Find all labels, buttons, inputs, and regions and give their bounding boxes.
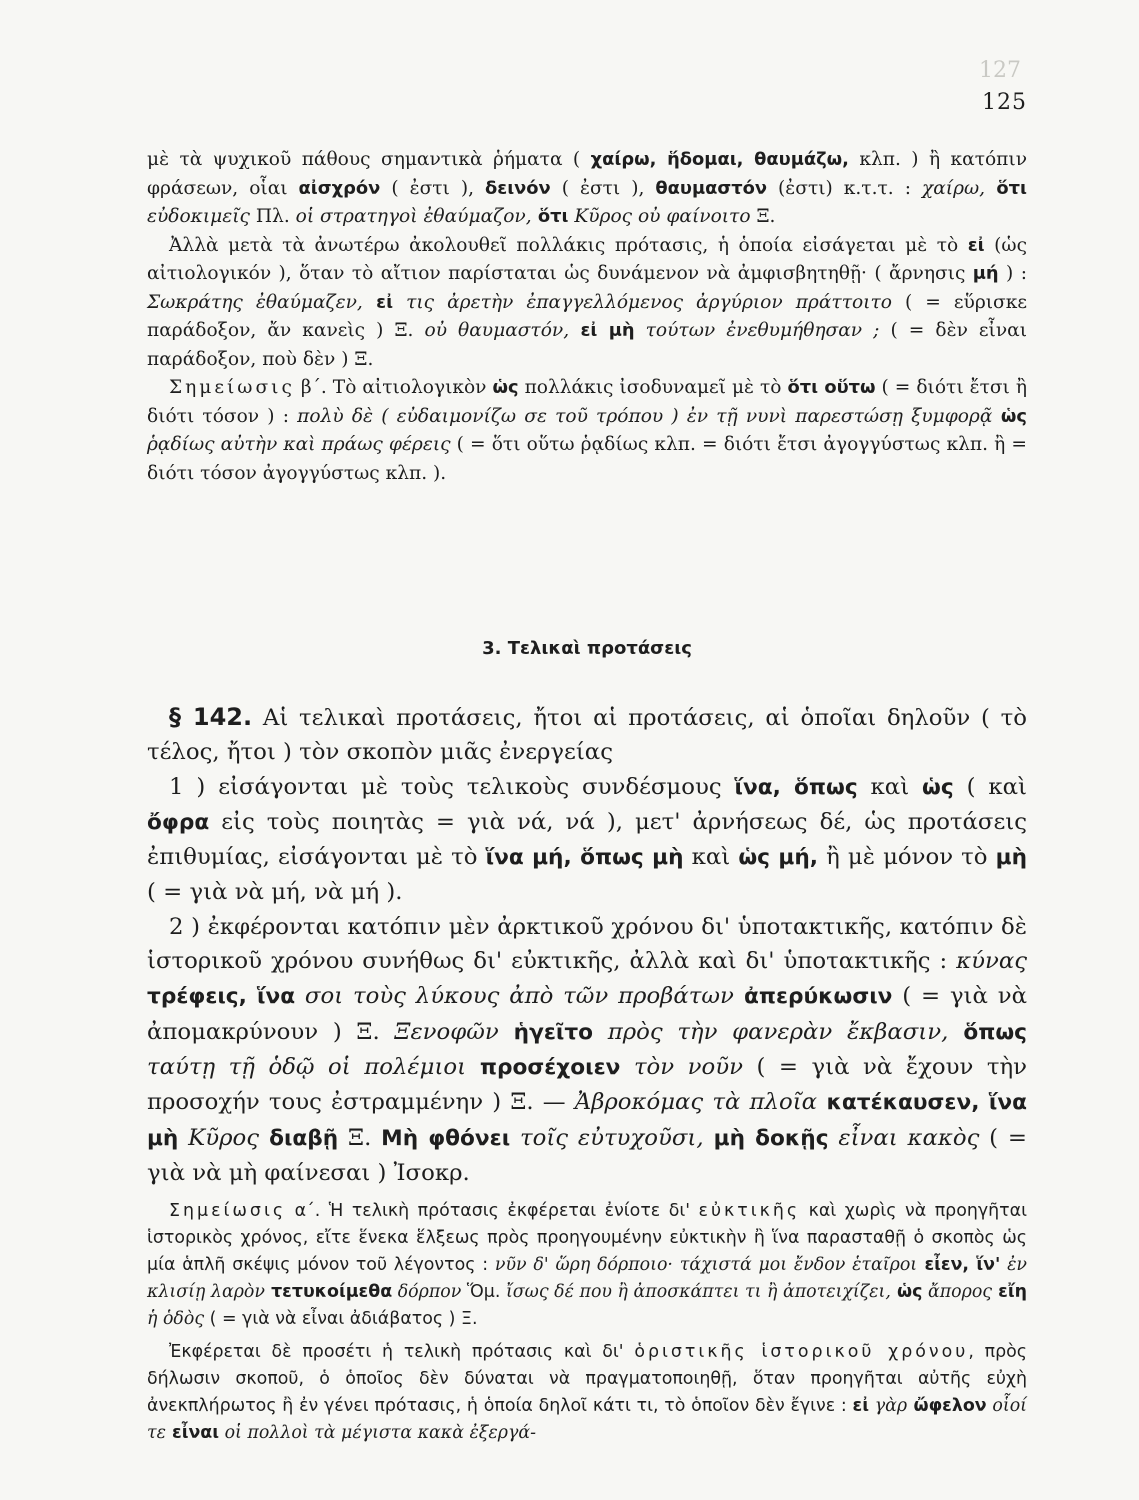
text-run: ( = γιὰ νὰ μή, νὰ μή ). bbox=[147, 879, 403, 906]
text-run: τοῖς εὐτυχοῦσι, bbox=[510, 1124, 704, 1151]
top-paragraph-2 bbox=[147, 232, 1027, 375]
text-run: οἷοί τε bbox=[147, 1396, 1028, 1443]
text-run: καὶ χωρὶς νὰ προηγῆται ἱστορικὸς χρόνος, εἴτε ἕνεκα ἕλξεως πρὸς προηγουμένην εὐκτικὴν ἢ ἵνα παρασταθῇ ὁ σκοπὸς ὡς μία ἁπλῆ σκέψις μόνον τοῦ λέγοντος : bbox=[147, 1201, 1027, 1275]
text-run: 1 ) εἰσάγονται μὲ τοὺς τελικοὺς συνδέσμους bbox=[169, 773, 735, 800]
text-run: μὴ bbox=[995, 845, 1027, 871]
text-run: καὶ bbox=[857, 773, 923, 800]
text-run: (ἐστι) κ.τ.τ. : bbox=[767, 177, 922, 199]
text-run: ( = γιὰ νὰ ἔχουν τὴν προσοχήν τους ἐστραμμένην ) Ξ. — bbox=[147, 1053, 1027, 1116]
top-text-block bbox=[147, 146, 1027, 488]
text-run: κατέκαυσεν, ἵνα μὴ bbox=[147, 1090, 1027, 1151]
rule-1-paragraph bbox=[147, 770, 1027, 910]
text-run: α΄. Ἡ τελικὴ πρότασις ἐκφέρεται ἐνίοτε δι' bbox=[286, 1201, 699, 1221]
text-run: εὐδοκιμεῖς bbox=[147, 206, 250, 227]
text-run: χαίρω, ἥδομαι, θαυμάζω, bbox=[590, 149, 849, 170]
text-run: ( = δὲν εἶναι παράδοξον, ποὺ δὲν ) Ξ. bbox=[147, 320, 1027, 370]
text-run: εἶεν, ἵν' bbox=[917, 1255, 1001, 1275]
main-text-block bbox=[147, 700, 1027, 1190]
text-run: πολλάκις ἰσοδυναμεῖ μὲ τὸ bbox=[518, 377, 788, 398]
text-run: μή bbox=[972, 263, 999, 284]
text-run: ἡ ὁδὸς bbox=[147, 1309, 205, 1329]
text-run: ( = γιὰ νὰ εἶναι ἀδιάβατος ) Ξ. bbox=[204, 1309, 478, 1329]
text-run: ἴσως δέ που ἢ ἀποσκάπτει τι ἢ ἀποτειχίζει, bbox=[505, 1282, 891, 1302]
note-continuation-paragraph bbox=[147, 1339, 1027, 1447]
text-run: ὁριστικῆς ἱστορικοῦ χρόνου bbox=[634, 1342, 969, 1362]
text-run: ἐν κλισίῃ λαρὸν bbox=[147, 1255, 1027, 1302]
page-number: 125 bbox=[982, 90, 1027, 115]
text-run: εἰ μὴ bbox=[569, 320, 635, 341]
top-paragraph-3 bbox=[147, 374, 1027, 488]
text-run: γὰρ bbox=[869, 1396, 908, 1416]
text-run: πολὺ δὲ ( εὐδαιμονίζω σε τοῦ τρόπου ) ἐν τῇ νυνὶ παρεστώσῃ ξυμφορᾷ bbox=[297, 405, 993, 427]
text-run: Μὴ φθόνει bbox=[381, 1125, 511, 1151]
text-run: β΄. Τὸ αἰτιολογικὸν bbox=[294, 377, 493, 398]
text-run: εὐκτικῆς bbox=[698, 1201, 801, 1221]
text-run: ὅτι bbox=[531, 206, 569, 227]
text-run: Ἀλλὰ μετὰ τὰ ἀνωτέρω ἀκολουθεῖ πολλάκις πρότασις, ἡ ὁποία εἰσάγεται μὲ τὸ bbox=[169, 234, 968, 256]
text-run: σοι τοὺς λύκους ἀπὸ τῶν προβάτων bbox=[295, 983, 734, 1010]
text-run: μὲ τὰ ψυχικοῦ πάθους σημαντικὰ ῥήματα ( bbox=[147, 149, 591, 170]
text-run: Σωκράτης ἐθαύμαζεν, bbox=[147, 291, 363, 313]
text-run: προσέχοιεν bbox=[466, 1054, 621, 1080]
text-run: ὅτι οὕτω bbox=[787, 377, 876, 398]
text-run: Ἀβροκόμας τὰ πλοῖα bbox=[574, 1089, 818, 1116]
text-run: τις ἀρετὴν ἐπαγγελλόμενος ἀργύριον πράττοιτο bbox=[393, 291, 892, 313]
text-run: δεινόν bbox=[485, 177, 551, 199]
section-heading: 3. Τελικαὶ προτάσεις bbox=[482, 638, 692, 659]
text-run: εἰς τοὺς ποιητὰς = γιὰ νά, νά ), μετ' ἀρνήσεως δέ, ὡς προτάσεις ἐπιθυμίας, εἰσάγονται μὲ τὸ bbox=[147, 808, 1027, 871]
text-run: τὸν νοῦν bbox=[620, 1053, 743, 1080]
text-run: Κῦρος οὐ φαίνοιτο bbox=[568, 206, 751, 227]
text-run: Σημείωσις bbox=[169, 1201, 287, 1221]
text-run: § 142. bbox=[169, 703, 253, 731]
text-run: Ὅμ. bbox=[461, 1282, 506, 1302]
text-run: καὶ bbox=[683, 844, 739, 871]
text-run: ἢ μὲ μόνον τὸ bbox=[818, 844, 996, 871]
text-run: Ἐκφέρεται δὲ προσέτι ἡ τελικὴ πρότασις καὶ δι' bbox=[169, 1342, 635, 1362]
text-run: ῥᾳδίως αὐτὴν καὶ πράως φέρεις bbox=[147, 434, 451, 455]
text-run: 2 ) ἐκφέρονται κατόπιν μὲν ἀρκτικοῦ χρόνου δι' ὑποτακτικῆς, κατόπιν δὲ ἱστορικοῦ χρόνου συνήθως δι' εὐκτικῆς, ἀλλὰ καὶ δι' ὑποτακτικῆς : bbox=[147, 913, 1027, 975]
text-run: διαβῇ bbox=[258, 1125, 339, 1151]
text-run: ἄπορος bbox=[922, 1282, 993, 1302]
text-run: (ὡς αἰτιολογικόν ), ὅταν τὸ αἴτιον παρίσταται ὡς δυνάμενον νὰ ἀμφισβητηθῇ· ( ἄρνησις bbox=[147, 234, 1027, 284]
text-run: τρέφεις, ἵνα bbox=[147, 984, 296, 1010]
text-run: θαυμαστόν bbox=[655, 177, 768, 199]
text-run: ( ἐστι ), bbox=[380, 177, 485, 199]
text-run: ( ἐστι ), bbox=[550, 177, 656, 199]
text-run: πρὸς τὴν φανερὰν ἔκβασιν, bbox=[593, 1018, 949, 1045]
text-run: Ξ. bbox=[750, 206, 776, 227]
text-run: ὡς μή, bbox=[738, 845, 819, 871]
text-run: εἶναι bbox=[165, 1423, 220, 1443]
notes-block bbox=[147, 1198, 1027, 1447]
text-run: τετυκοίμεθα bbox=[264, 1282, 393, 1302]
text-run: ἵνα, ὅπως bbox=[734, 774, 858, 800]
text-run: ( = ὅτι οὕτω ῥᾳδίως κλπ. = διότι ἔτσι ἀγογγύστως κλπ. ἢ = διότι τόσον ἀγογγύστως κλπ. ). bbox=[147, 434, 1027, 484]
text-run: οὐ θαυμαστόν, bbox=[424, 320, 570, 341]
text-run: εἴη bbox=[992, 1282, 1027, 1302]
text-run: τούτων ἐνεθυμήθησαν ; bbox=[634, 320, 880, 341]
text-run: οἱ πολλοὶ τὰ μέγιστα κακὰ ἐξεργά- bbox=[219, 1423, 536, 1443]
text-run: κλπ. ) ἢ κατόπιν φράσεων, οἷαι bbox=[147, 149, 1027, 199]
text-run: , πρὸς δήλωσιν σκοποῦ, ὁ ὁποῖος δὲν δύναται νὰ πραγματοποιηθῇ, ὅταν προηγῆται αὐτῆς εὐχὴ ἀνεκπλήρωτος ἢ ἐν γένει πρότασις, ἡ ὁποία δηλοῖ κάτι τι, τὸ ὁποῖον δὲν ἔγινε : bbox=[147, 1342, 1027, 1416]
text-run: κύνας bbox=[956, 948, 1027, 975]
text-run: Ξενοφῶν bbox=[394, 1018, 499, 1045]
text-run: ( καὶ bbox=[953, 773, 1027, 800]
bleed-page-number: 127 bbox=[979, 58, 1021, 83]
text-run: οἱ στρατηγοὶ ἐθαύμαζον, bbox=[295, 206, 532, 227]
text-run: ὅτι bbox=[985, 177, 1027, 199]
text-run: εἰ bbox=[362, 291, 394, 313]
text-run: ( = εὕρισκε παράδοξον, ἄν κανεὶς ) Ξ. bbox=[147, 291, 1028, 341]
text-run: Ξ. bbox=[338, 1124, 382, 1151]
text-run: ὄφρα bbox=[147, 809, 210, 835]
text-run: ὡς bbox=[492, 377, 519, 398]
text-run: εἰ bbox=[967, 234, 985, 256]
text-run: δόρπον bbox=[392, 1282, 462, 1302]
text-run: ἡγεῖτο bbox=[498, 1019, 594, 1045]
text-run: ἵνα μή, ὅπως μὴ bbox=[485, 845, 684, 871]
text-run: ὅπως bbox=[948, 1019, 1027, 1045]
text-run: Σημείωσις bbox=[169, 377, 295, 398]
text-run: Πλ. bbox=[249, 206, 296, 227]
text-run: Αἱ τελικαὶ προτάσεις, ἤτοι αἱ προτάσεις, αἱ ὁποῖαι δηλοῦν ( τὸ τέλος, ἤτοι ) τὸν σκοπὸν μιᾶς ἐνεργείας bbox=[147, 705, 1027, 766]
text-run: ἀπερύκωσιν bbox=[733, 984, 893, 1010]
text-run: μὴ δοκῇς bbox=[703, 1125, 829, 1151]
text-run: Κῦρος bbox=[178, 1124, 259, 1151]
text-run: ) : bbox=[998, 263, 1027, 284]
text-run: ὡς bbox=[922, 774, 954, 800]
text-run: ( = γιὰ νὰ ἀπομακρύνουν ) Ξ. bbox=[147, 983, 1027, 1045]
note-alpha-paragraph bbox=[147, 1198, 1027, 1333]
top-paragraph-1 bbox=[147, 146, 1027, 232]
text-run: ( = διότι ἔτσι ἢ διότι τόσον ) : bbox=[147, 377, 1027, 427]
text-run: ὡς bbox=[992, 405, 1027, 427]
text-run: εἶναι κακὸς bbox=[828, 1124, 980, 1151]
text-run: αἰσχρόν bbox=[298, 177, 381, 199]
text-run: νῦν δ' ὥρη δόρποιο· τάχιστά μοι ἔνδον ἑταῖροι bbox=[494, 1255, 918, 1275]
text-run: ὡς bbox=[890, 1282, 923, 1302]
text-run: ὤφελον bbox=[907, 1396, 987, 1416]
text-run: ( = γιὰ νὰ μὴ φαίνεσαι ) Ἰσοκρ. bbox=[147, 1124, 1027, 1186]
text-run: εἰ bbox=[852, 1396, 870, 1416]
rule-2-paragraph bbox=[147, 910, 1027, 1190]
section-142-intro bbox=[147, 700, 1027, 770]
text-run: ταύτῃ τῇ ὁδῷ οἱ πολέμιοι bbox=[147, 1053, 467, 1080]
text-run: χαίρω, bbox=[921, 177, 986, 199]
